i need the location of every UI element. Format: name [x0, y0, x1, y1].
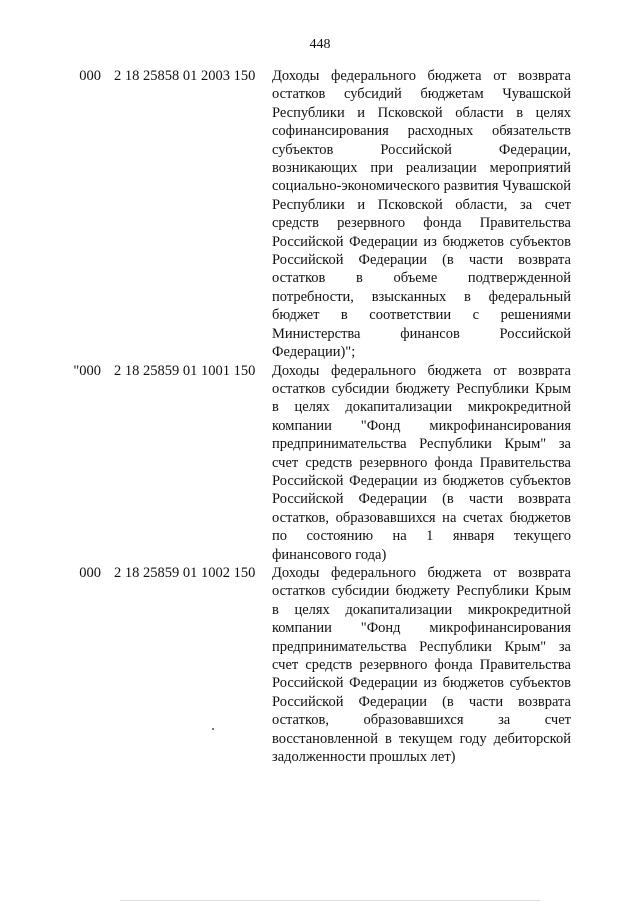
budget-classification-code: 2 18 25859 01 1001 150	[114, 362, 256, 379]
revenue-description: Доходы федерального бюджета от возврата остатков субсидий бюджетам Чувашской Республики и Псковской области в целях софинансирования расходных обязательств субъектов Российской Федерации, возникающих при реализации мероприятий социально-экономического развития Чувашской Республики и Псковской области, за счет средств резервного фонда Правительства Российской Федерации из бюджетов субъектов Российской Федерации (в части возврата остатков в объеме подтвержденной потребности, взысканных в федеральный бюджет в соответствии с решениями Министерства финансов Российской Федерации)";	[272, 68, 571, 361]
revenue-code-table	[0, 67, 640, 766]
budget-classification-code: 2 18 25859 01 1002 150	[114, 564, 256, 581]
table-row	[0, 564, 640, 766]
revenue-description: Доходы федерального бюджета от возврата остатков субсидии бюджету Республики Крым в целях докапитализации микрокредитной компании "Фонд микрофинансирования предпринимательства Республики Крым" за счет средств резервного фонда Правительства Российской Федерации из бюджетов субъектов Российской Федерации (в части возврата остатков, образовавшихся на счетах бюджетов по состоянию на 1 января текущего финансового года)	[272, 362, 571, 563]
page-number: 448	[309, 37, 331, 52]
administrator-code: "000	[73, 362, 101, 379]
budget-classification-code: 2 18 25858 01 2003 150	[114, 68, 256, 84]
table-row	[0, 362, 640, 564]
table-row	[0, 67, 640, 362]
scan-speck	[212, 728, 214, 730]
scan-edge-line	[120, 900, 540, 901]
administrator-code: 000	[79, 564, 101, 581]
administrator-code: 000	[79, 68, 101, 84]
revenue-description: Доходы федерального бюджета от возврата остатков субсидии бюджету Республики Крым в целях докапитализации микрокредитной компании "Фонд микрофинансирования предпринимательства Республики Крым" за счет средств резервного фонда Правительства Российской Федерации из бюджетов субъектов Российской Федерации (в части возврата остатков, образовавшихся за счет восстановленной в текущем году дебиторской задолженности прошлых лет)	[272, 564, 571, 766]
